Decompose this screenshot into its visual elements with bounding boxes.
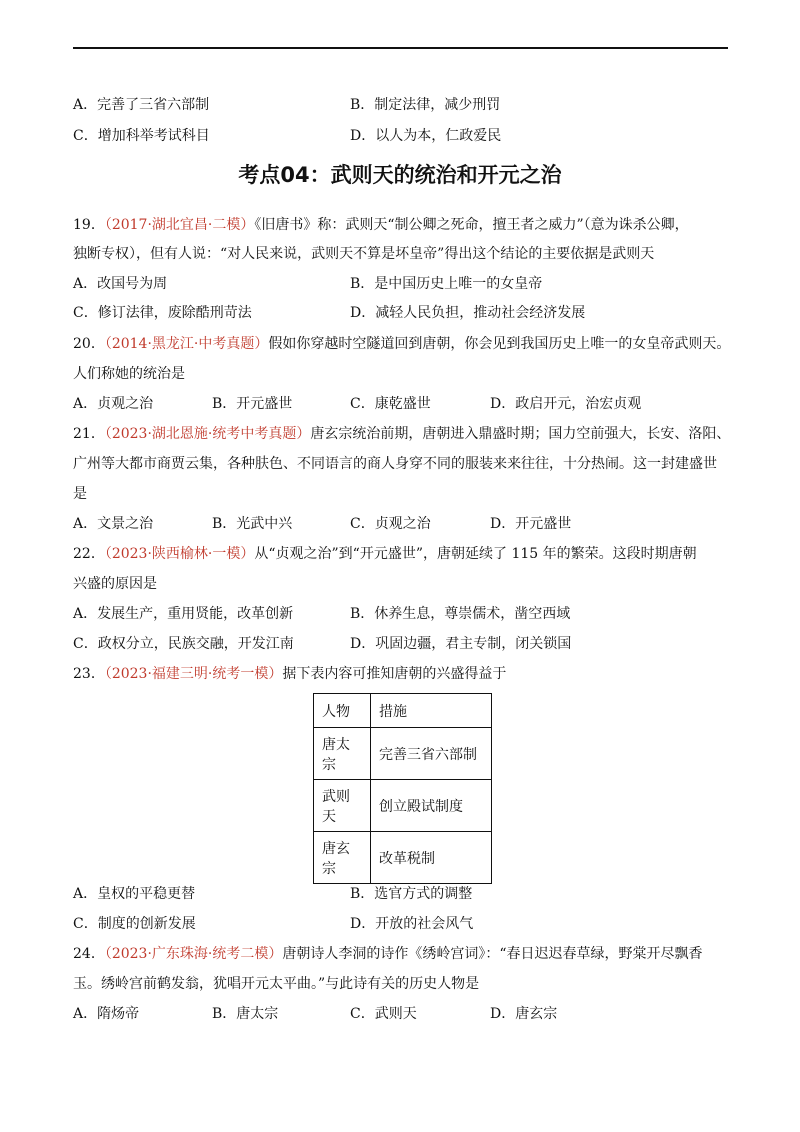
question-stem: 唐朝诗人李洞的诗作《绣岭宫词》：“春日迟迟春草绿，野棠开尽飘香 [282, 946, 703, 962]
question-stem: 假如你穿越时空隧道回到唐朝，你会见到我国历史上唯一的女皇帝武则天。 [268, 336, 731, 352]
question-source: （2023·湖北恩施·统考中考真题） [104, 426, 311, 442]
question-19-line-2: 独断专权），但有人说：“对人民来说，武则天不算是坏皇帝”得出这个结论的主要依据是武则天 [73, 246, 655, 262]
table-row [314, 694, 492, 728]
question-23-line-1 [73, 664, 506, 684]
question-number: 23． [73, 666, 105, 682]
table-cell-measure: 创立殿试制度 [371, 780, 492, 832]
question-stem: 唐玄宗统治前期，唐朝进入鼎盛时期；国力空前强大，长安、洛阳、 [310, 426, 731, 442]
question-22-line-1 [73, 544, 697, 564]
question-21-line-2: 广州等大都市商贾云集，各种肤色、不同语言的商人身穿不同的服装来来往往，十分热闹。这一封建盛世 [73, 456, 717, 472]
option-c: C．武则天 [350, 1006, 417, 1022]
option-c: C．增加科举考试科目 [73, 128, 210, 144]
question-24-line-1 [73, 944, 703, 964]
option-c: C．康乾盛世 [350, 396, 431, 412]
question-number: 24． [73, 946, 105, 962]
table-header-measure: 措施 [371, 694, 492, 728]
option-b: B．开元盛世 [212, 396, 293, 412]
table-cell-measure: 改革税制 [371, 832, 492, 884]
option-c: C．政权分立，民族交融，开发江南 [73, 636, 294, 652]
option-d: D．减轻人民负担，推动社会经济发展 [350, 305, 586, 321]
question-21-line-1 [73, 424, 730, 444]
question-number: 22． [73, 546, 105, 562]
table-cell-person: 武则 天 [314, 780, 371, 832]
measures-table [313, 693, 492, 884]
option-d: D．政启开元，治宏贞观 [490, 396, 642, 412]
option-c: C．修订法律，废除酷刑苛法 [73, 305, 252, 321]
question-number: 19． [73, 217, 105, 233]
option-b: B．唐太宗 [212, 1006, 279, 1022]
option-b: B．光武中兴 [212, 516, 293, 532]
question-source: （2023·陕西榆林·一模） [104, 546, 255, 562]
table-header-person: 人物 [314, 694, 371, 728]
option-d: D．开放的社会风气 [350, 916, 474, 932]
table-row [314, 832, 492, 884]
table-cell-measure: 完善三省六部制 [371, 728, 492, 780]
question-stem: 据下表内容可推知唐朝的兴盛得益于 [282, 666, 507, 682]
section-title: 考点04：武则天的统治和开元之治 [238, 163, 562, 187]
question-20-line-1 [73, 334, 730, 354]
option-b: B．选官方式的调整 [350, 886, 473, 902]
question-number: 21． [73, 426, 105, 442]
header-rule [73, 47, 728, 49]
table-cell-person: 唐玄 宗 [314, 832, 371, 884]
option-a: A．发展生产，重用贤能，改革创新 [73, 606, 294, 622]
question-24-line-2: 玉。绣岭宫前鹤发翁，犹唱开元太平曲。”与此诗有关的历史人物是 [73, 976, 480, 992]
question-19-line-1 [73, 215, 689, 235]
question-stem: 《旧唐书》称：武则天“制公卿之死命，擅王者之威力”（意为诛杀公卿， [254, 217, 689, 233]
option-a: A．改国号为周 [73, 276, 168, 292]
table-row [314, 728, 492, 780]
option-b: B．是中国历史上唯一的女皇帝 [350, 276, 543, 292]
question-source: （2014·黑龙江·中考真题） [104, 336, 269, 352]
option-a: A．文景之治 [73, 516, 154, 532]
question-stem: 从“贞观之治”到“开元盛世”，唐朝延续了 115 年的繁荣。这段时期唐朝 [254, 546, 697, 562]
question-20-line-2: 人们称她的统治是 [73, 366, 185, 382]
table-cell-person: 唐太 宗 [314, 728, 371, 780]
option-d: D．以人为本，仁政爱民 [350, 128, 502, 144]
option-d: D．唐玄宗 [490, 1006, 558, 1022]
option-c: C．贞观之治 [350, 516, 431, 532]
option-b: B．制定法律，减少刑罚 [350, 97, 501, 113]
option-d: D．开元盛世 [490, 516, 572, 532]
option-b: B．休养生息，尊崇儒术，凿空西域 [350, 606, 571, 622]
option-a: A．皇权的平稳更替 [73, 886, 196, 902]
table-row [314, 780, 492, 832]
question-source: （2023·广东珠海·统考二模） [104, 946, 283, 962]
option-c: C．制度的创新发展 [73, 916, 196, 932]
option-a: A．隋炀帝 [73, 1006, 140, 1022]
option-a: A．贞观之治 [73, 396, 154, 412]
option-a: A．完善了三省六部制 [73, 97, 210, 113]
question-number: 20． [73, 336, 105, 352]
question-source: （2023·福建三明·统考一模） [104, 666, 283, 682]
option-d: D．巩固边疆，君主专制，闭关锁国 [350, 636, 572, 652]
question-22-line-2: 兴盛的原因是 [73, 576, 157, 592]
question-21-line-3: 是 [73, 486, 87, 502]
question-source: （2017·湖北宜昌·二模） [104, 217, 255, 233]
